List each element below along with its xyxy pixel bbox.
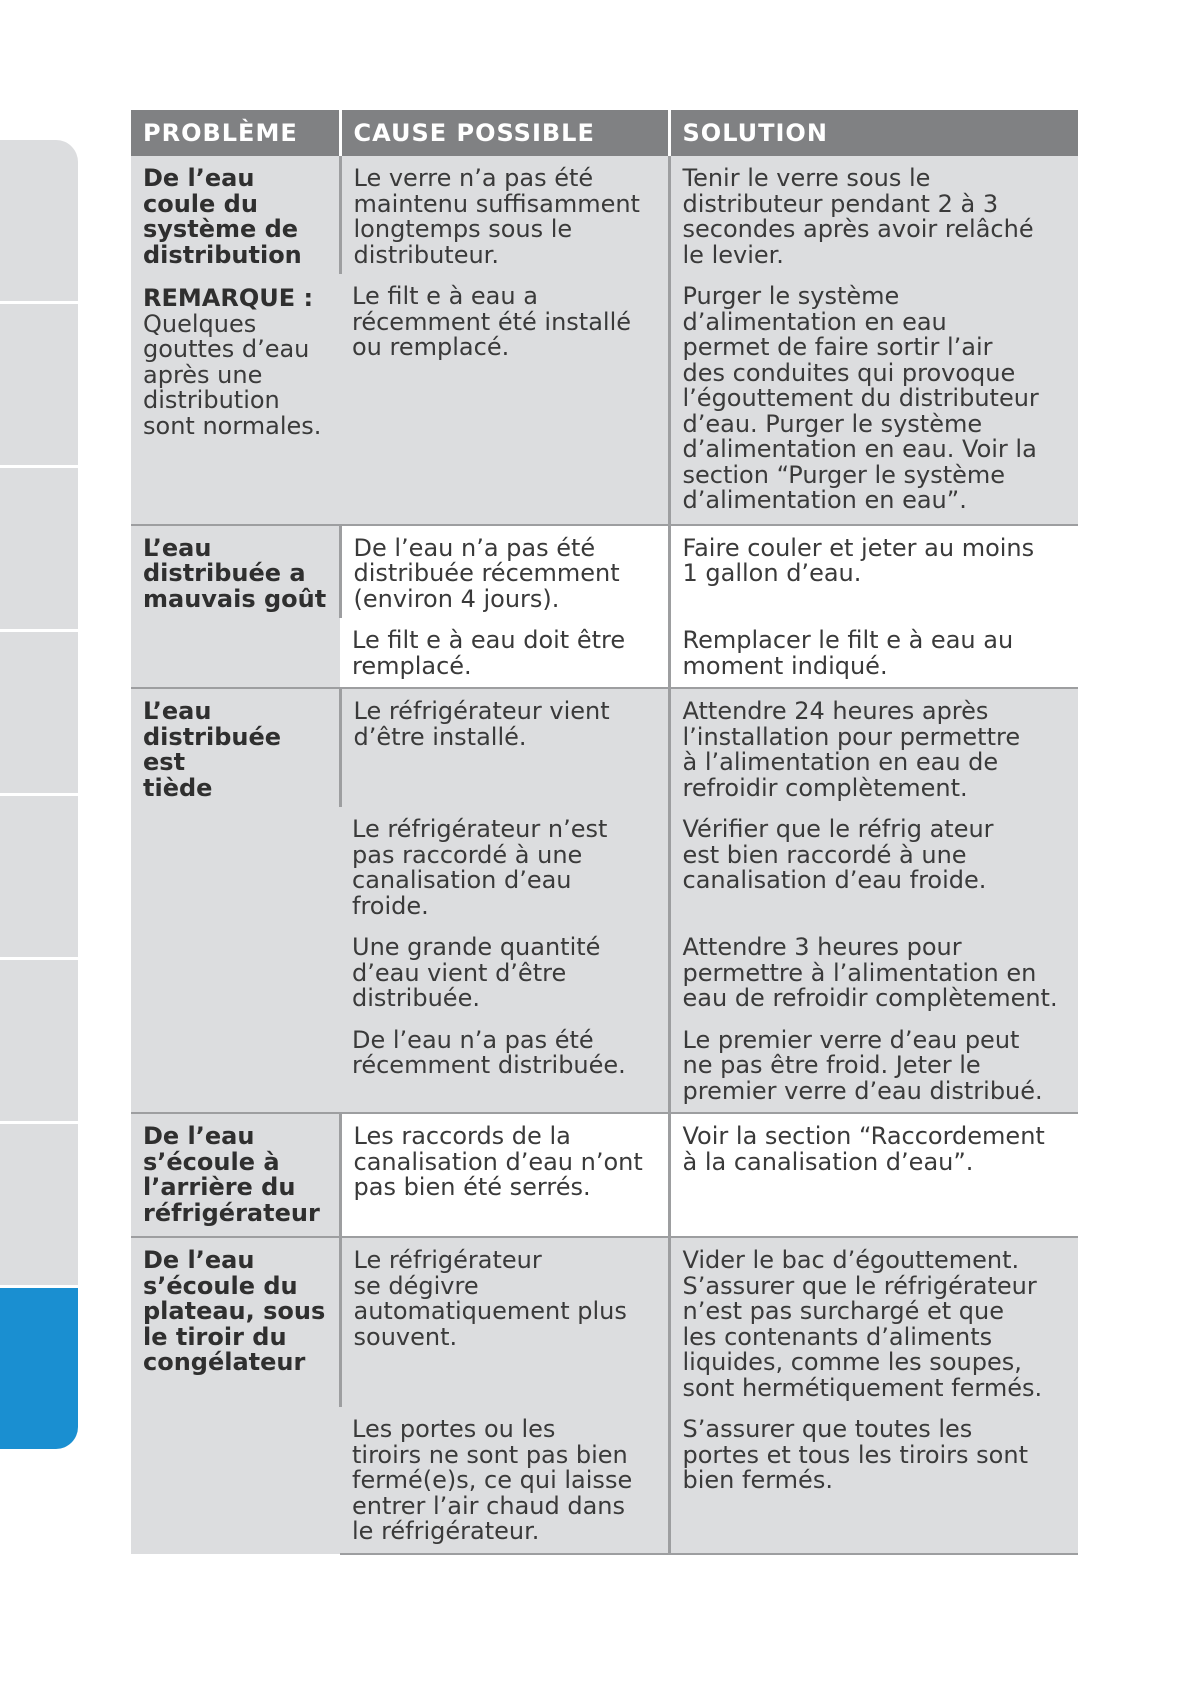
- problem-text: De l’eau s’écoule à l’arrière du réfrigérateur: [143, 1122, 320, 1227]
- cause-cell: Le filt e à eau doit être remplacé.: [340, 618, 669, 688]
- cause-cell: De l’eau n’a pas été récemment distribuée.: [340, 1018, 669, 1114]
- problem-text: De l’eau s’écoule du plateau, sous le tiroir du congélateur: [143, 1246, 326, 1376]
- problem-cell: [131, 1237, 340, 1554]
- solution-cell: Purger le système d’alimentation en eau permet de faire sortir l’air des conduites qui provoque l’égouttement du distributeur d’eau. Purger le système d’alimentation en eau. Voir la section “Purger le système d’alimentation en eau”.: [669, 274, 1078, 525]
- solution-cell: Vérifier que le réfrig ateur est bien raccordé à une canalisation d’eau froide.: [669, 807, 1078, 925]
- cause-cell: Le réfrigérateur vient d’être installé.: [340, 688, 669, 807]
- side-tab[interactable]: [0, 960, 78, 1121]
- side-tab[interactable]: [0, 468, 78, 629]
- cause-cell: Le réfrigérateur n’est pas raccordé à une canalisation d’eau froide.: [340, 807, 669, 925]
- problem-text: L’eau distribuée a mauvais goût: [143, 533, 327, 613]
- problem-cell: [131, 1113, 340, 1237]
- header-problem: PROBLÈME: [131, 110, 340, 156]
- table-row: [131, 1113, 1078, 1237]
- cause-cell: Le filt e à eau a récemment été installé ou remplacé.: [340, 274, 669, 525]
- side-tab[interactable]: [0, 632, 78, 793]
- problem-cell: [131, 525, 340, 689]
- side-tab-strip: [0, 140, 80, 1452]
- problem-text: De l’eau coule du système de distribution: [143, 164, 302, 269]
- table-row: [131, 156, 1078, 274]
- solution-cell: Attendre 3 heures pour permettre à l’alimentation en eau de refroidir complètement.: [669, 925, 1078, 1018]
- cause-cell: De l’eau n’a pas été distribuée récemment (environ 4 jours).: [340, 525, 669, 619]
- side-tab[interactable]: [0, 140, 78, 301]
- cause-cell: Le réfrigérateur se dégivre automatiquement plus souvent.: [340, 1237, 669, 1407]
- side-tab[interactable]: [0, 304, 78, 465]
- table-row: [131, 525, 1078, 619]
- cause-cell: Une grande quantité d’eau vient d’être distribuée.: [340, 925, 669, 1018]
- solution-cell: Attendre 24 heures après l’installation pour permettre à l’alimentation en eau de refroidir complètement.: [669, 688, 1078, 807]
- side-tab[interactable]: [0, 1124, 78, 1285]
- header-solution: SOLUTION: [669, 110, 1078, 156]
- cause-cell: Les raccords de la canalisation d’eau n’ont pas bien été serrés.: [340, 1113, 669, 1237]
- solution-cell: Le premier verre d’eau peut ne pas être froid. Jeter le premier verre d’eau distribué.: [669, 1018, 1078, 1114]
- problem-cell: [131, 156, 340, 525]
- table-row: [131, 688, 1078, 807]
- cause-cell: Les portes ou les tiroirs ne sont pas bien fermé(e)s, ce qui laisse entrer l’air chaud dans le réfrigérateur.: [340, 1407, 669, 1554]
- cause-cell: Le verre n’a pas été maintenu suffisamment longtemps sous le distributeur.: [340, 156, 669, 274]
- note-text: Quelques gouttes d’eau après une distribution sont normales.: [143, 309, 322, 440]
- header-cause: CAUSE POSSIBLE: [340, 110, 669, 156]
- solution-cell: S’assurer que toutes les portes et tous les tiroirs sont bien fermés.: [669, 1407, 1078, 1554]
- solution-cell: Remplacer le filt e à eau au moment indiqué.: [669, 618, 1078, 688]
- side-tab-active[interactable]: [0, 1288, 78, 1449]
- problem-text: L’eau distribuée est tiède: [143, 697, 282, 802]
- note-label: REMARQUE :: [143, 284, 314, 312]
- problem-cell: [131, 688, 340, 1113]
- side-tab[interactable]: [0, 796, 78, 957]
- solution-cell: Voir la section “Raccordement à la canalisation d’eau”.: [669, 1113, 1078, 1237]
- solution-cell: Tenir le verre sous le distributeur pendant 2 à 3 secondes après avoir relâché le levier.: [669, 156, 1078, 274]
- solution-cell: Vider le bac d’égouttement. S’assurer que le réfrigérateur n’est pas surchargé et que les contenants d’aliments liquides, comme les soupes, sont hermétiquement fermés.: [669, 1237, 1078, 1407]
- troubleshooting-table: [131, 110, 1078, 1555]
- table-row: [131, 1237, 1078, 1407]
- solution-cell: Faire couler et jeter au moins 1 gallon d’eau.: [669, 525, 1078, 619]
- table-header-row: [131, 110, 1078, 156]
